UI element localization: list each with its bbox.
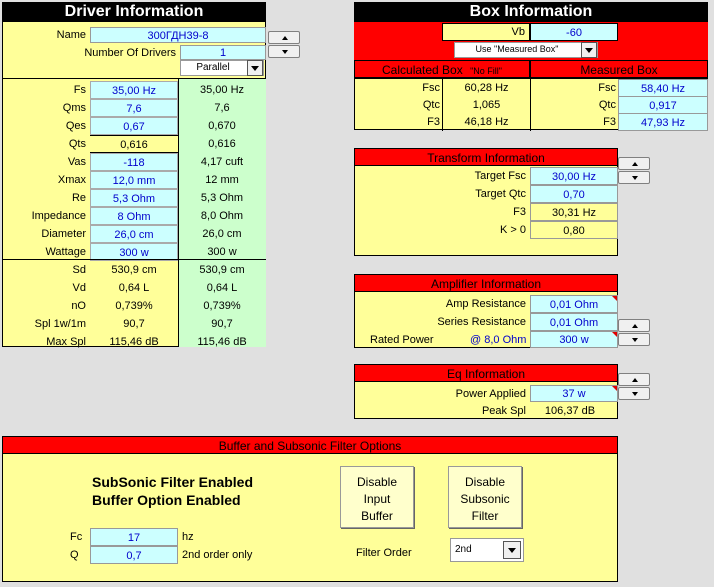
ser-res-label: Series Resistance	[437, 316, 526, 328]
derived-a: 90,7	[123, 318, 145, 330]
box-mode-select[interactable]	[454, 42, 598, 58]
amplifier-panel	[354, 274, 618, 348]
param-input[interactable]: 5,3 Ohm	[90, 189, 178, 207]
param-calc: 0,616	[208, 138, 236, 150]
box-meas-value[interactable]: 0,917	[618, 96, 708, 114]
box-calc-label: Fsc	[422, 82, 440, 94]
driver-title: Driver Information	[2, 2, 266, 22]
box-meas-label: Fsc	[530, 79, 616, 97]
disable-subsonic-button[interactable]: Disable Subsonic Filter	[448, 466, 522, 528]
num-drivers-label: Number Of Drivers	[84, 47, 176, 59]
param-input: 0,616	[90, 135, 178, 153]
param-calc: 0,670	[208, 120, 236, 132]
num-drivers-field[interactable]: 1	[180, 45, 266, 60]
param-label: Fs	[73, 84, 86, 96]
transform-value: 30,31 Hz	[530, 203, 618, 221]
vb-label: Vb	[511, 26, 525, 38]
transform-label: Target Qtc	[475, 188, 526, 200]
derived-b: 90,7	[211, 318, 233, 330]
transform-value[interactable]: 30,00 Hz	[530, 167, 618, 185]
param-label: Impedance	[31, 210, 86, 222]
meas-box-header: Measured Box	[530, 60, 708, 78]
drivers-down-button[interactable]	[268, 45, 300, 58]
box-title: Box Information	[354, 2, 708, 22]
filter-order-dropdown-icon[interactable]	[503, 541, 521, 559]
amplifier-down-button[interactable]	[618, 333, 650, 346]
param-calc: 12 mm	[205, 174, 239, 186]
param-label: Diameter	[41, 228, 86, 240]
wiring-value: Parallel	[196, 62, 230, 73]
box-meas-value[interactable]: 47,93 Hz	[618, 113, 708, 131]
param-calc: 300 w	[207, 246, 237, 258]
box-mode-value: Use "Measured Box"	[475, 44, 559, 54]
peak-value: 106,37 dB	[544, 405, 596, 417]
vb-field[interactable]: -60	[530, 23, 618, 41]
derived-label: Max Spl	[46, 336, 86, 348]
box-meas-label: Qtc	[530, 96, 616, 114]
param-label: Vas	[67, 156, 86, 168]
derived-label: Spl 1w/1m	[34, 318, 86, 330]
derived-label: Sd	[72, 264, 86, 276]
param-input[interactable]: -118	[90, 153, 178, 171]
derived-b: 115,46 dB	[197, 336, 247, 348]
eq-up-button[interactable]	[618, 373, 650, 386]
param-label: Re	[71, 192, 86, 204]
derived-b: 530,9 cm	[199, 264, 245, 276]
filter-order-label: Filter Order	[356, 547, 412, 559]
vb-label-cell	[442, 23, 530, 41]
amplifier-title: Amplifier Information	[354, 274, 618, 292]
box-calc-label: F3	[427, 116, 440, 128]
transform-label: K > 0	[500, 224, 526, 236]
param-label: Qts	[68, 138, 86, 150]
amp-res-label: Amp Resistance	[445, 298, 526, 310]
name-label: Name	[56, 29, 86, 41]
derived-a: 0,739%	[115, 300, 153, 312]
transform-down-button[interactable]	[618, 171, 650, 184]
param-input[interactable]: 35,00 Hz	[90, 81, 178, 99]
transform-label: Target Fsc	[474, 170, 526, 182]
derived-a: 0,64 L	[118, 282, 150, 294]
wiring-dropdown-icon[interactable]	[247, 60, 263, 76]
transform-value: 0,80	[530, 221, 618, 239]
calc-box-header	[354, 60, 530, 78]
box-meas-label: F3	[530, 113, 616, 131]
transform-title: Transform Information	[354, 148, 618, 166]
buffer-panel	[2, 436, 618, 582]
box-panel	[354, 2, 708, 130]
filter-order-select[interactable]	[450, 538, 524, 562]
power-field[interactable]: 37 w	[530, 385, 618, 402]
fc-unit: hz	[182, 531, 194, 543]
fc-label: Fc	[70, 531, 83, 543]
param-calc: 26,0 cm	[202, 228, 242, 240]
q-note: 2nd order only	[182, 549, 253, 561]
buffer-title: Buffer and Subsonic Filter Options	[2, 436, 618, 454]
amp-res-field[interactable]: 0,01 Ohm	[530, 295, 618, 313]
amplifier-up-button[interactable]	[618, 319, 650, 332]
box-calc-value: 60,28 Hz	[442, 79, 530, 97]
param-input[interactable]: 26,0 cm	[90, 225, 178, 243]
derived-b: 0,64 L	[206, 282, 238, 294]
param-calc: 35,00 Hz	[199, 84, 245, 96]
q-label: Q	[70, 549, 79, 561]
param-label: Wattage	[45, 246, 86, 258]
calc-box-title: Calculated Box	[382, 63, 463, 77]
box-calc-value: 1,065	[442, 96, 530, 114]
transform-up-button[interactable]	[618, 157, 650, 170]
eq-panel	[354, 364, 618, 419]
peak-label: Peak Spl	[481, 405, 526, 417]
param-input[interactable]: 7,6	[90, 99, 178, 117]
drivers-up-button[interactable]	[268, 31, 300, 44]
box-meas-value[interactable]: 58,40 Hz	[618, 79, 708, 97]
param-label: Qms	[62, 102, 86, 114]
driver-panel	[2, 2, 266, 347]
rated-field[interactable]: 300 w	[530, 331, 618, 348]
eq-title: Eq Information	[354, 364, 618, 382]
transform-label: F3	[513, 206, 526, 218]
rated-at: @ 8,0 Ohm	[470, 334, 527, 346]
box-calc-label: Qtc	[422, 99, 440, 111]
param-label: Qes	[65, 120, 86, 132]
divider	[2, 259, 266, 260]
param-calc: 7,6	[214, 102, 230, 114]
derived-a: 115,46 dB	[109, 336, 159, 348]
subsonic-status: SubSonic Filter Enabled	[92, 474, 254, 490]
param-calc: 8,0 Ohm	[200, 210, 244, 222]
param-label: Xmax	[57, 174, 86, 186]
param-calc: 4,17 cuft	[200, 156, 244, 168]
param-input[interactable]: 12,0 mm	[90, 171, 178, 189]
box-calc-value: 46,18 Hz	[442, 113, 530, 131]
transform-panel	[354, 148, 618, 256]
name-field[interactable]: 300ГДН39-8	[90, 27, 266, 43]
box-mode-dropdown-icon[interactable]	[581, 42, 597, 58]
fc-field[interactable]: 17	[90, 528, 178, 546]
derived-b: 0,739%	[203, 300, 241, 312]
derived-label: nO	[71, 300, 86, 312]
filter-order-value: 2nd	[455, 544, 472, 555]
derived-a: 530,9 cm	[111, 264, 157, 276]
param-input[interactable]: 300 w	[90, 243, 178, 261]
derived-label: Vd	[72, 282, 86, 294]
param-input[interactable]: 8 Ohm	[90, 207, 178, 225]
transform-value[interactable]: 0,70	[530, 185, 618, 203]
rated-label: Rated Power	[370, 334, 434, 346]
calc-box-note: "No Fill"	[470, 66, 502, 76]
q-field[interactable]: 0,7	[90, 546, 178, 564]
disable-input-buffer-button[interactable]: Disable Input Buffer	[340, 466, 414, 528]
param-calc: 5,3 Ohm	[200, 192, 244, 204]
param-input[interactable]: 0,67	[90, 117, 178, 135]
buffer-status: Buffer Option Enabled	[92, 492, 241, 508]
ser-res-field[interactable]: 0,01 Ohm	[530, 313, 618, 331]
wiring-select[interactable]	[180, 60, 264, 76]
eq-down-button[interactable]	[618, 387, 650, 400]
power-label: Power Applied	[455, 388, 526, 400]
